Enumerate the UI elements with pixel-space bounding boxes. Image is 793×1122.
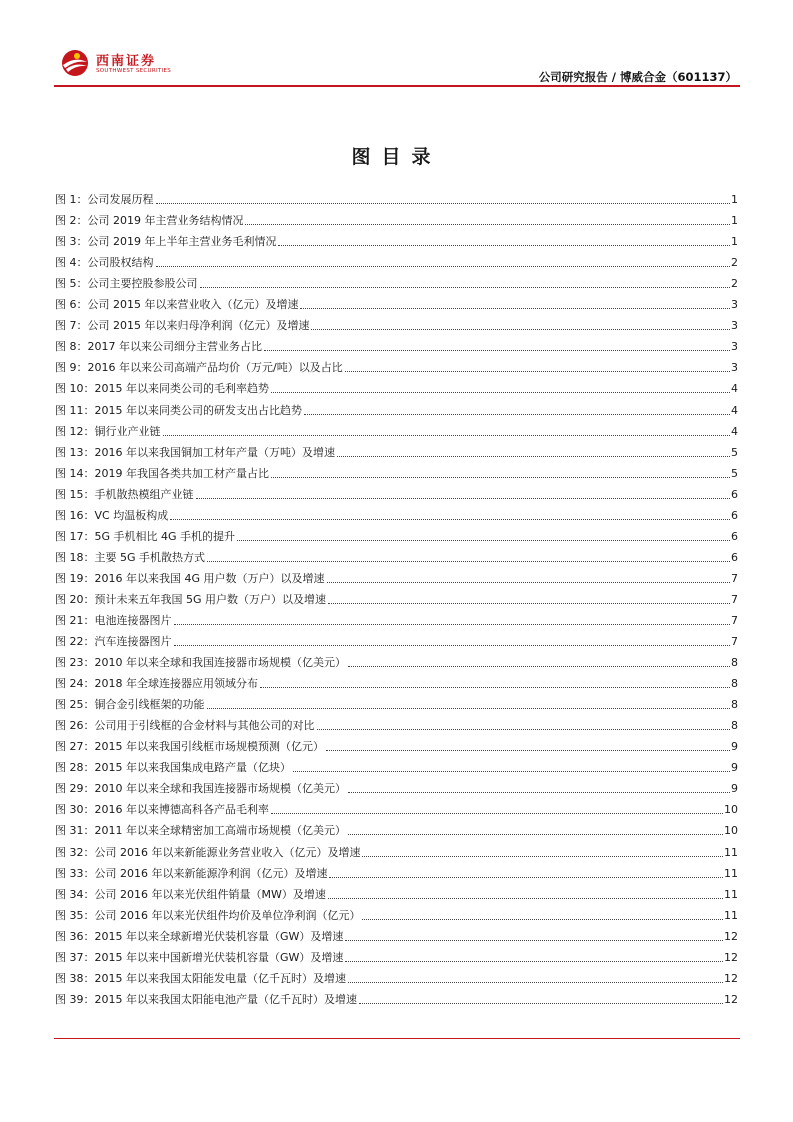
toc-dot-leader [348, 833, 723, 835]
toc-entry-label: 图 21：电池连接器图片 [55, 613, 172, 627]
toc-dot-leader [328, 897, 723, 899]
toc-entry-page: 5 [731, 466, 738, 480]
toc-entry-page: 3 [731, 298, 738, 312]
toc-entry-label: 图 15：手机散热模组产业链 [55, 487, 194, 501]
toc-entry-label: 图 32：公司 2016 年以来新能源业务营业收入（亿元）及增速 [55, 845, 361, 859]
toc-entry[interactable] [55, 565, 738, 586]
toc-entry[interactable] [55, 544, 738, 565]
toc-entry-label: 图 4：公司股权结构 [55, 256, 154, 270]
toc-entry-page: 8 [731, 698, 738, 712]
toc-entry-label: 图 10：2015 年以来同类公司的毛利率趋势 [55, 382, 269, 396]
toc-dot-leader [345, 939, 723, 941]
toc-entry[interactable] [55, 249, 738, 270]
toc-entry-page: 7 [731, 571, 738, 585]
toc-dot-leader [207, 707, 731, 709]
toc-entry-label: 图 24：2018 年全球连接器应用领域分布 [55, 677, 258, 691]
toc-entry-page: 8 [731, 719, 738, 733]
toc-dot-leader [278, 244, 730, 246]
toc-entry[interactable] [55, 207, 738, 228]
toc-entry[interactable] [55, 312, 738, 333]
toc-entry[interactable] [55, 396, 738, 417]
toc-entry-page: 4 [731, 382, 738, 396]
toc-entry[interactable] [55, 712, 738, 733]
toc-entry[interactable] [55, 733, 738, 754]
toc-dot-leader [304, 413, 730, 415]
toc-entry[interactable] [55, 881, 738, 902]
toc-dot-leader [300, 307, 730, 309]
toc-entry-label: 图 35：公司 2016 年以来光伏组件均价及单位净利润（亿元） [55, 908, 361, 922]
toc-entry-page: 6 [731, 487, 738, 501]
toc-dot-leader [264, 349, 730, 351]
toc-entry-label: 图 7：公司 2015 年以来归母净利润（亿元）及增速 [55, 319, 310, 333]
toc-entry-page: 7 [731, 613, 738, 627]
toc-entry[interactable] [55, 607, 738, 628]
toc-dot-leader [348, 981, 723, 983]
toc-entry[interactable] [55, 754, 738, 775]
toc-entry-label: 图 5：公司主要控股参股公司 [55, 277, 198, 291]
toc-dot-leader [156, 265, 731, 267]
toc-entry[interactable] [55, 186, 738, 207]
toc-entry-page: 2 [731, 256, 738, 270]
toc-entry-label: 图 18：主要 5G 手机散热方式 [55, 550, 206, 564]
toc-entry-page: 7 [731, 635, 738, 649]
toc-entry-label: 图 8：2017 年以来公司细分主营业务占比 [55, 340, 262, 354]
toc-entry[interactable] [55, 817, 738, 838]
toc-entry-page: 3 [731, 340, 738, 354]
toc-entry[interactable] [55, 902, 738, 923]
toc-entry-label: 图 12：铜行业产业链 [55, 424, 161, 438]
toc-entry-page: 2 [731, 277, 738, 291]
toc-entry-label: 图 28：2015 年以来我国集成电路产量（亿块） [55, 761, 291, 775]
toc-entry-page: 11 [724, 845, 738, 859]
toc-entry-label: 图 1：公司发展历程 [55, 193, 154, 207]
toc-entry[interactable] [55, 481, 738, 502]
toc-entry-page: 10 [724, 824, 738, 838]
toc-entry[interactable] [55, 944, 738, 965]
toc-entry[interactable] [55, 228, 738, 249]
logo-chinese-name: 西南证券 [96, 54, 157, 69]
toc-entry-label: 图 26：公司用于引线框的合金材料与其他公司的对比 [55, 719, 315, 733]
toc-entry-page: 8 [731, 656, 738, 670]
toc-dot-leader [200, 286, 731, 288]
logo-english-name: SOUTHWEST SECURITIES [96, 68, 172, 74]
toc-entry[interactable] [55, 354, 738, 375]
toc-entry-page: 10 [724, 803, 738, 817]
page-title: 图目录 [351, 146, 442, 168]
toc-entry[interactable] [55, 439, 738, 460]
toc-dot-leader [348, 665, 730, 667]
toc-entry-label: 图 13：2016 年以来我国铜加工材年产量（万吨）及增速 [55, 445, 335, 459]
toc-entry-page: 9 [731, 740, 738, 754]
toc-entry-page: 5 [731, 445, 738, 459]
report-title: 公司研究报告 / 博威合金（601137） [538, 70, 737, 84]
toc-entry-page: 9 [731, 761, 738, 775]
toc-dot-leader [326, 749, 730, 751]
toc-entry-label: 图 25：铜合金引线框架的功能 [55, 698, 205, 712]
toc-entry[interactable] [55, 586, 738, 607]
toc-entry-label: 图 2：公司 2019 年主营业务结构情况 [55, 214, 244, 228]
toc-entry-label: 图 31：2011 年以来全球精密加工高端市场规模（亿美元） [55, 824, 346, 838]
toc-dot-leader [260, 686, 730, 688]
toc-entry-page: 7 [731, 592, 738, 606]
toc-entry-label: 图 6：公司 2015 年以来营业收入（亿元）及增速 [55, 298, 299, 312]
toc-entry[interactable] [55, 523, 738, 544]
toc-entry-page: 8 [731, 677, 738, 691]
toc-entry-label: 图 37：2015 年以来中国新增光伏装机容量（GW）及增速 [55, 950, 344, 964]
toc-dot-leader [156, 202, 731, 204]
toc-entry[interactable] [55, 418, 738, 439]
toc-entry-label: 图 36：2015 年以来全球新增光伏装机容量（GW）及增速 [55, 929, 344, 943]
toc-entry-label: 图 9：2016 年以来公司高端产品均价（万元/吨）以及占比 [55, 361, 343, 375]
toc-entry-label: 图 38：2015 年以来我国太阳能发电量（亿千瓦时）及增速 [55, 971, 346, 985]
toc-entry-label: 图 20：预计未来五年我国 5G 用户数（万户）以及增速 [55, 592, 327, 606]
toc-dot-leader [362, 855, 723, 857]
toc-entry[interactable] [55, 923, 738, 944]
toc-dot-leader [317, 728, 731, 730]
toc-entry-page: 11 [724, 908, 738, 922]
toc-entry-page: 12 [724, 971, 738, 985]
toc-dot-leader [271, 476, 730, 478]
toc-entry-page: 3 [731, 361, 738, 375]
toc-entry-page: 6 [731, 529, 738, 543]
toc-entry[interactable] [55, 649, 738, 670]
toc-entry-page: 4 [731, 424, 738, 438]
toc-dot-leader [311, 328, 730, 330]
toc-dot-leader [327, 581, 731, 583]
toc-entry-label: 图 30：2016 年以来博德高科各产品毛利率 [55, 803, 269, 817]
toc-entry-label: 图 3：公司 2019 年上半年主营业务毛利情况 [55, 235, 277, 249]
page-header [0, 0, 793, 90]
toc-entry[interactable] [55, 775, 738, 796]
toc-entry-page: 11 [724, 866, 738, 880]
toc-entry-page: 1 [731, 214, 738, 228]
toc-entry-page: 11 [724, 887, 738, 901]
toc-entry-page: 1 [731, 193, 738, 207]
toc-dot-leader [345, 370, 730, 372]
toc-dot-leader [348, 791, 730, 793]
toc-dot-leader [328, 602, 730, 604]
toc-dot-leader [293, 770, 730, 772]
toc-dot-leader [359, 1002, 723, 1004]
logo-emblem-icon [60, 48, 92, 78]
toc-entry-label: 图 27：2015 年以来我国引线框市场规模预测（亿元） [55, 740, 324, 754]
toc-entry[interactable] [55, 291, 738, 312]
toc-dot-leader [345, 960, 723, 962]
toc-entry-label: 图 33：公司 2016 年以来新能源净利润（亿元）及增速 [55, 866, 328, 880]
toc-entry[interactable] [55, 460, 738, 481]
toc-entry[interactable] [55, 270, 738, 291]
toc-dot-leader [207, 560, 730, 562]
toc-dot-leader [329, 876, 723, 878]
toc-entry-label: 图 39：2015 年以来我国太阳能电池产量（亿千瓦时）及增速 [55, 992, 357, 1006]
toc-entry[interactable] [55, 838, 738, 859]
toc-entry-label: 图 16：VC 均温板构成 [55, 508, 169, 522]
toc-entry-page: 3 [731, 319, 738, 333]
toc-entry[interactable] [55, 333, 738, 354]
toc-entry[interactable] [55, 986, 738, 1007]
toc-dot-leader [271, 391, 730, 393]
toc-dot-leader [337, 455, 730, 457]
toc-entry-label: 图 34：公司 2016 年以来光伏组件销量（MW）及增速 [55, 887, 326, 901]
toc-entry[interactable] [55, 628, 738, 649]
toc-dot-leader [163, 434, 731, 436]
toc-entry-page: 4 [731, 403, 738, 417]
toc-entry[interactable] [55, 860, 738, 881]
company-logo [60, 48, 170, 78]
toc-entry-page: 12 [724, 992, 738, 1006]
footer-divider [54, 1038, 740, 1039]
toc-dot-leader [237, 539, 730, 541]
toc-entry-label: 图 19：2016 年以来我国 4G 用户数（万户）以及增速 [55, 571, 325, 585]
toc-dot-leader [196, 497, 731, 499]
toc-entry[interactable] [55, 375, 738, 396]
toc-entry[interactable] [55, 965, 738, 986]
toc-entry-label: 图 14：2019 年我国各类共加工材产量占比 [55, 466, 269, 480]
toc-dot-leader [174, 644, 731, 646]
toc-dot-leader [170, 518, 730, 520]
toc-entry-label: 图 11：2015 年以来同类公司的研发支出占比趋势 [55, 403, 302, 417]
toc-dot-leader [271, 812, 723, 814]
toc-entry-page: 12 [724, 950, 738, 964]
toc-dot-leader [362, 918, 723, 920]
toc-entry-page: 12 [724, 929, 738, 943]
toc-entry-label: 图 29：2010 年以来全球和我国连接器市场规模（亿美元） [55, 782, 346, 796]
header-divider [54, 85, 740, 87]
toc-dot-leader [174, 623, 731, 625]
toc-entry-label: 图 22：汽车连接器图片 [55, 635, 172, 649]
toc-entry[interactable] [55, 691, 738, 712]
toc-entry-page: 9 [731, 782, 738, 796]
toc-entry[interactable] [55, 670, 738, 691]
figure-list [55, 186, 738, 1007]
toc-entry-label: 图 23：2010 年以来全球和我国连接器市场规模（亿美元） [55, 656, 346, 670]
toc-entry[interactable] [55, 502, 738, 523]
toc-entry[interactable] [55, 796, 738, 817]
toc-dot-leader [245, 223, 730, 225]
toc-entry-page: 6 [731, 550, 738, 564]
toc-entry-page: 6 [731, 508, 738, 522]
toc-entry-page: 1 [731, 235, 738, 249]
toc-entry-label: 图 17：5G 手机相比 4G 手机的提升 [55, 529, 236, 543]
